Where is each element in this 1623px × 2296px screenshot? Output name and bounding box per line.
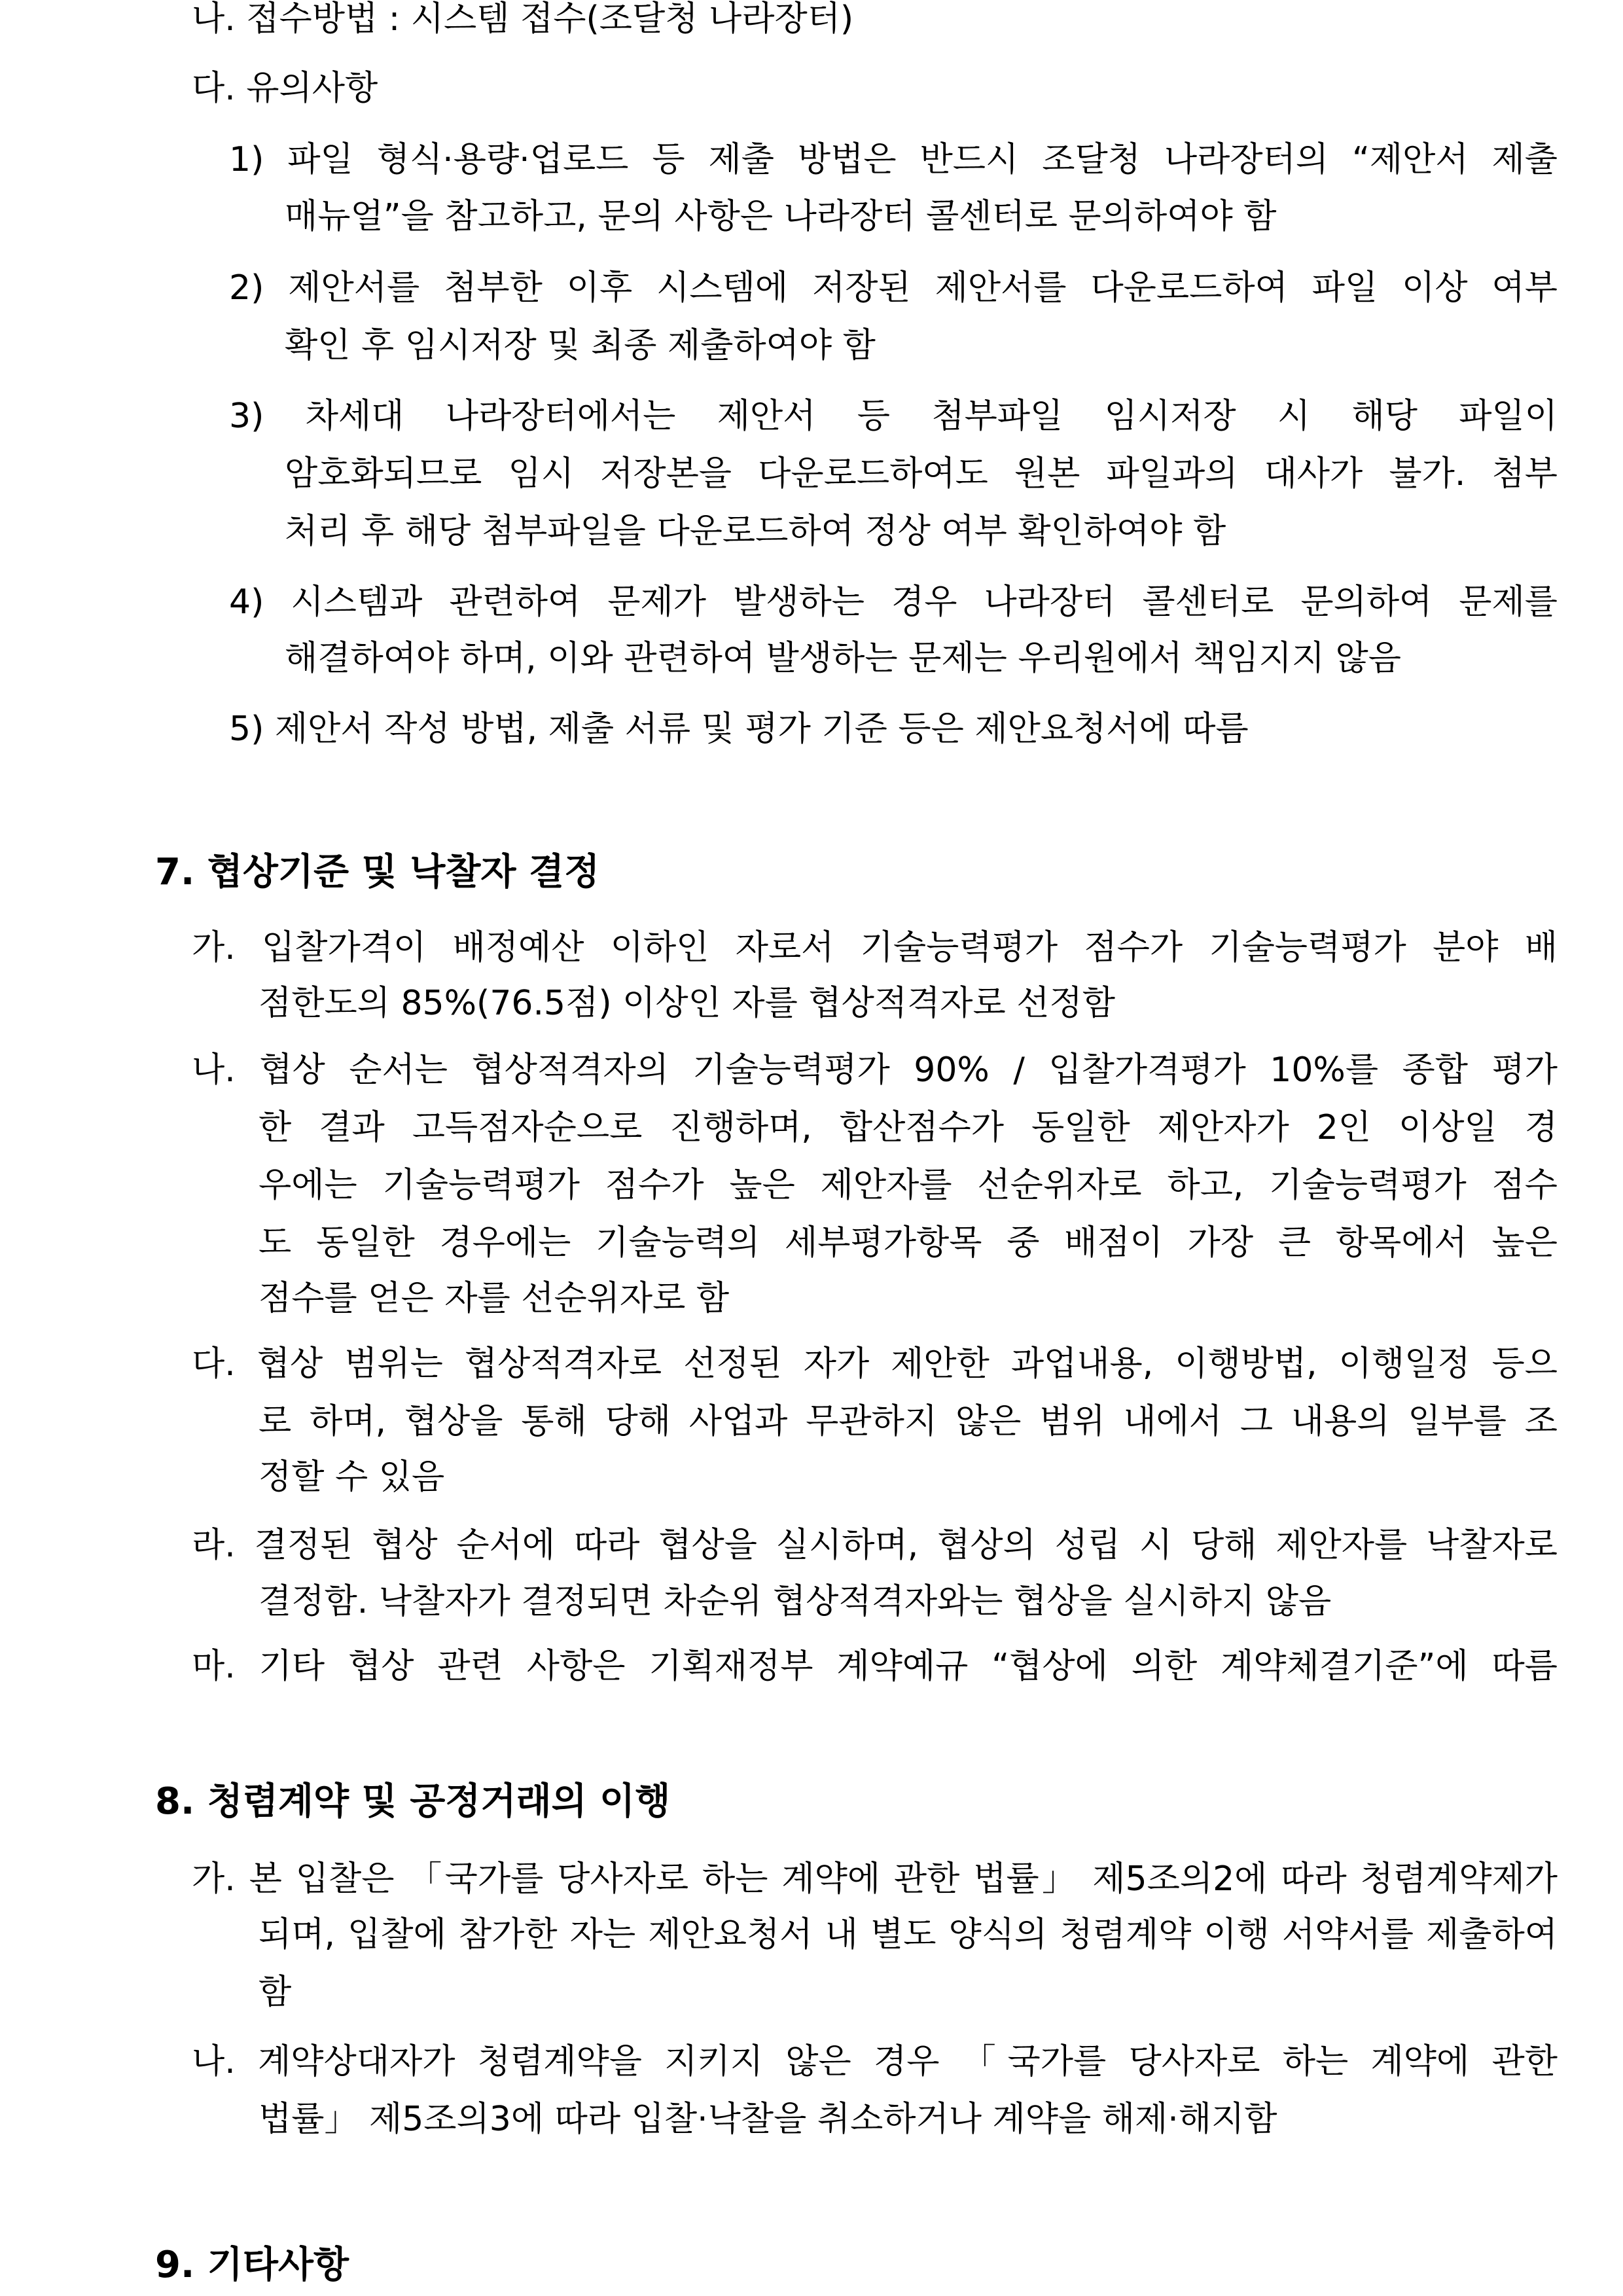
item-line: 되며, 입찰에 참가한 자는 제안요청서 내 별도 양식의 청렴계약 이행 서약서를 제출하여 <box>259 1915 1558 1954</box>
item-line: 나. 협상 순서는 협상적격자의 기술능력평가 90% / 입찰가격평가 10%를 종합 평가 <box>192 1050 1558 1090</box>
item-line: 도 동일한 경우에는 기술능력의 세부평가항목 중 배점이 가장 큰 항목에서 높은 <box>259 1223 1558 1263</box>
note-line: 해결하여야 하며, 이와 관련하여 발생하는 문제는 우리원에서 책임지지 않음 <box>285 639 1401 678</box>
item-line: 점한도의 85%(76.5점) 이상인 자를 협상적격자로 선정함 <box>259 984 1115 1023</box>
item-line: 가. 본 입찰은 「국가를 당사자로 하는 계약에 관한 법률」 제5조의2에 따라 청렴계약제가 <box>192 1859 1558 1899</box>
item-line: 로 하며, 협상을 통해 당해 사업과 무관하지 않은 범위 내에서 그 내용의 일부를 조 <box>259 1402 1558 1441</box>
note-line: 매뉴얼”을 참고하고, 문의 사항은 나라장터 콜센터로 문의하여야 함 <box>285 197 1277 236</box>
item-line: 가. 입찰가격이 배정예산 이하인 자로서 기술능력평가 점수가 기술능력평가 분야 배 <box>192 928 1558 967</box>
note-line: 4) 시스템과 관련하여 문제가 발생하는 경우 나라장터 콜센터로 문의하여 문제를 <box>229 583 1558 622</box>
section-7-title: 7. 협상기준 및 낙찰자 결정 <box>155 851 600 893</box>
item-line: 우에는 기술능력평가 점수가 높은 제안자를 선순위자로 하고, 기술능력평가 점수 <box>259 1166 1558 1205</box>
note-line: 1) 파일 형식·용량·업로드 등 제출 방법은 반드시 조달청 나라장터의 “제안서 제출 <box>229 140 1558 179</box>
notes-heading: 다. 유의사항 <box>192 69 378 108</box>
item-line: 함 <box>259 1973 292 2012</box>
note-line: 3) 차세대 나라장터에서는 제안서 등 첨부파일 임시저장 시 해당 파일이 <box>229 397 1558 436</box>
item-line: 한 결과 고득점자순으로 진행하며, 합산점수가 동일한 제안자가 2인 이상일 경 <box>259 1108 1558 1147</box>
receipt-method: 나. 접수방법 : 시스템 접수(조달청 나라장터) <box>192 0 854 39</box>
item-line: 마. 기타 협상 관련 사항은 기획재정부 계약예규 “협상에 의한 계약체결기준”에 따름 <box>192 1647 1558 1686</box>
note-line: 5) 제안서 작성 방법, 제출 서류 및 평가 기준 등은 제안요청서에 따름 <box>229 709 1249 749</box>
item-line: 결정함. 낙찰자가 결정되면 차순위 협상적격자와는 협상을 실시하지 않음 <box>259 1582 1332 1621</box>
note-line: 처리 후 해당 첨부파일을 다운로드하여 정상 여부 확인하여야 함 <box>285 512 1226 551</box>
section-9-title: 9. 기타사항 <box>155 2244 349 2286</box>
item-line: 점수를 얻은 자를 선순위자로 함 <box>259 1279 730 1318</box>
item-line: 라. 결정된 협상 순서에 따라 협상을 실시하며, 협상의 성립 시 당해 제안자를 낙찰자로 <box>192 1526 1558 1565</box>
item-line: 다. 협상 범위는 협상적격자로 선정된 자가 제안한 과업내용, 이행방법, 이행일정 등으 <box>192 1344 1558 1384</box>
note-line: 암호화되므로 임시 저장본을 다운로드하여도 원본 파일과의 대사가 불가. 첨부 <box>285 454 1558 493</box>
note-line: 확인 후 임시저장 및 최종 제출하여야 함 <box>285 326 876 365</box>
item-line: 법률」 제5조의3에 따라 입찰·낙찰을 취소하거나 계약을 해제·해지함 <box>259 2100 1277 2139</box>
note-line: 2) 제안서를 첨부한 이후 시스템에 저장된 제안서를 다운로드하여 파일 이상 여부 <box>229 268 1558 308</box>
item-line: 정할 수 있음 <box>259 1458 445 1497</box>
item-line: 나. 계약상대자가 청렴계약을 지키지 않은 경우 「국가를 당사자로 하는 계약에 관한 <box>192 2042 1558 2081</box>
section-8-title: 8. 청렴계약 및 공정거래의 이행 <box>155 1780 671 1823</box>
